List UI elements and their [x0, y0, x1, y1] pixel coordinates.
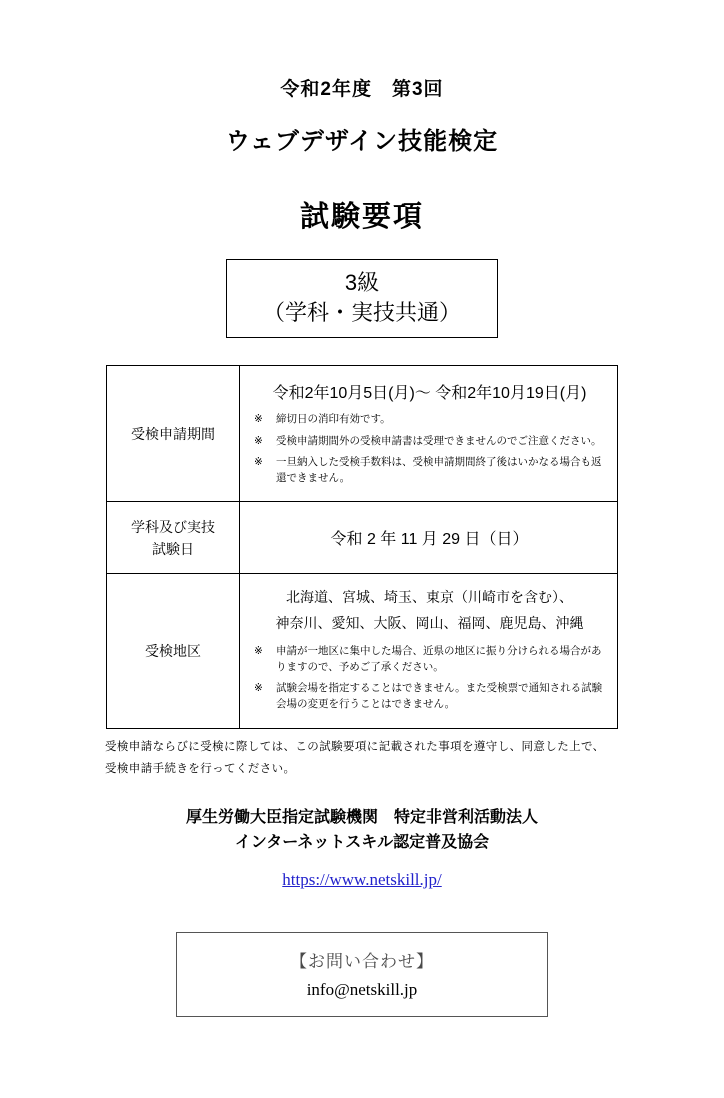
document-page	[0, 74, 724, 1098]
row-label-application-period: 受検申請期間	[107, 366, 240, 502]
row-content-exam-date	[240, 502, 618, 574]
region-line-1: 北海道、宮城、埼玉、東京（川崎市を含む）、	[286, 589, 573, 606]
grade-label: 3級	[344, 270, 380, 295]
table-row	[107, 502, 618, 574]
exam-date-value: 令和 2 年 11 月 29 日（日）	[330, 531, 529, 549]
list-item	[254, 433, 605, 449]
row-label-exam-date-line1: 学科及び実技	[131, 518, 215, 535]
contact-email[interactable]: info@netskill.jp	[306, 979, 418, 999]
note-text: 一旦納入した受検手数料は、受検申請期間終了後はいかなる場合も返還できません。	[276, 455, 602, 485]
organization-url-link[interactable]: https://www.netskill.jp/	[282, 869, 442, 889]
row-content-application-period	[240, 366, 618, 502]
row-label-exam-date	[107, 502, 240, 574]
row-content-exam-regions	[240, 574, 618, 728]
grade-subtitle: （学科・実技共通）	[262, 299, 461, 325]
note-mark-icon: ※	[254, 434, 263, 447]
note-mark-icon: ※	[254, 455, 263, 468]
region-line-2: 神奈川、愛知、大阪、岡山、福岡、鹿児島、沖縄	[275, 614, 584, 631]
row-label-exam-date-line2: 試験日	[152, 540, 194, 557]
list-item	[254, 454, 605, 487]
note-mark-icon: ※	[254, 413, 263, 426]
list-item	[254, 643, 605, 676]
note-text: 申請が一地区に集中した場合、近県の地区に振り分けられる場合がありますので、予めご了承ください。	[276, 644, 602, 673]
application-period-dates: 令和2年10月5日(月)～ 令和2年10月19日(月)	[272, 385, 587, 403]
exam-info-table	[106, 365, 618, 728]
note-text: 受検申請期間外の受検申請書は受理できませんのでご注意ください。	[276, 434, 602, 447]
table-row	[107, 366, 618, 502]
row-label-exam-regions: 受検地区	[107, 574, 240, 728]
contact-box	[176, 932, 548, 1017]
note-text: 締切日の消印有効です。	[276, 413, 391, 426]
table-row	[107, 574, 618, 728]
organization-line-1: 厚生労働大臣指定試験機関 特定非営利活動法人	[185, 809, 538, 827]
organization-line-2: インターネットスキル認定普及協会	[234, 834, 490, 852]
contact-title: 【お問い合わせ】	[290, 951, 434, 971]
agreement-text	[105, 737, 619, 781]
note-mark-icon: ※	[254, 682, 263, 695]
page-title: 試験要項	[299, 201, 424, 233]
agreement-line-1: 受検申請ならびに受検に際しては、この試験要項に記載された事項を遵守し、同意した上で、	[105, 740, 605, 753]
organization-block	[0, 806, 724, 856]
document-exam-name: ウェブデザイン技能検定	[225, 128, 499, 155]
application-period-notes	[254, 411, 605, 486]
grade-box	[226, 259, 498, 338]
note-text: 試験会場を指定することはできません。また受検票で通知される試験会場の変更を行うことはできません。	[276, 682, 603, 711]
region-notes	[254, 643, 605, 713]
note-mark-icon: ※	[254, 644, 263, 657]
list-item	[254, 680, 605, 713]
document-year-title: 令和2年度 第3回	[280, 79, 444, 100]
agreement-line-2: 受検申請手続きを行ってください。	[105, 762, 296, 775]
organization-url[interactable]	[0, 870, 724, 890]
list-item	[254, 411, 605, 427]
